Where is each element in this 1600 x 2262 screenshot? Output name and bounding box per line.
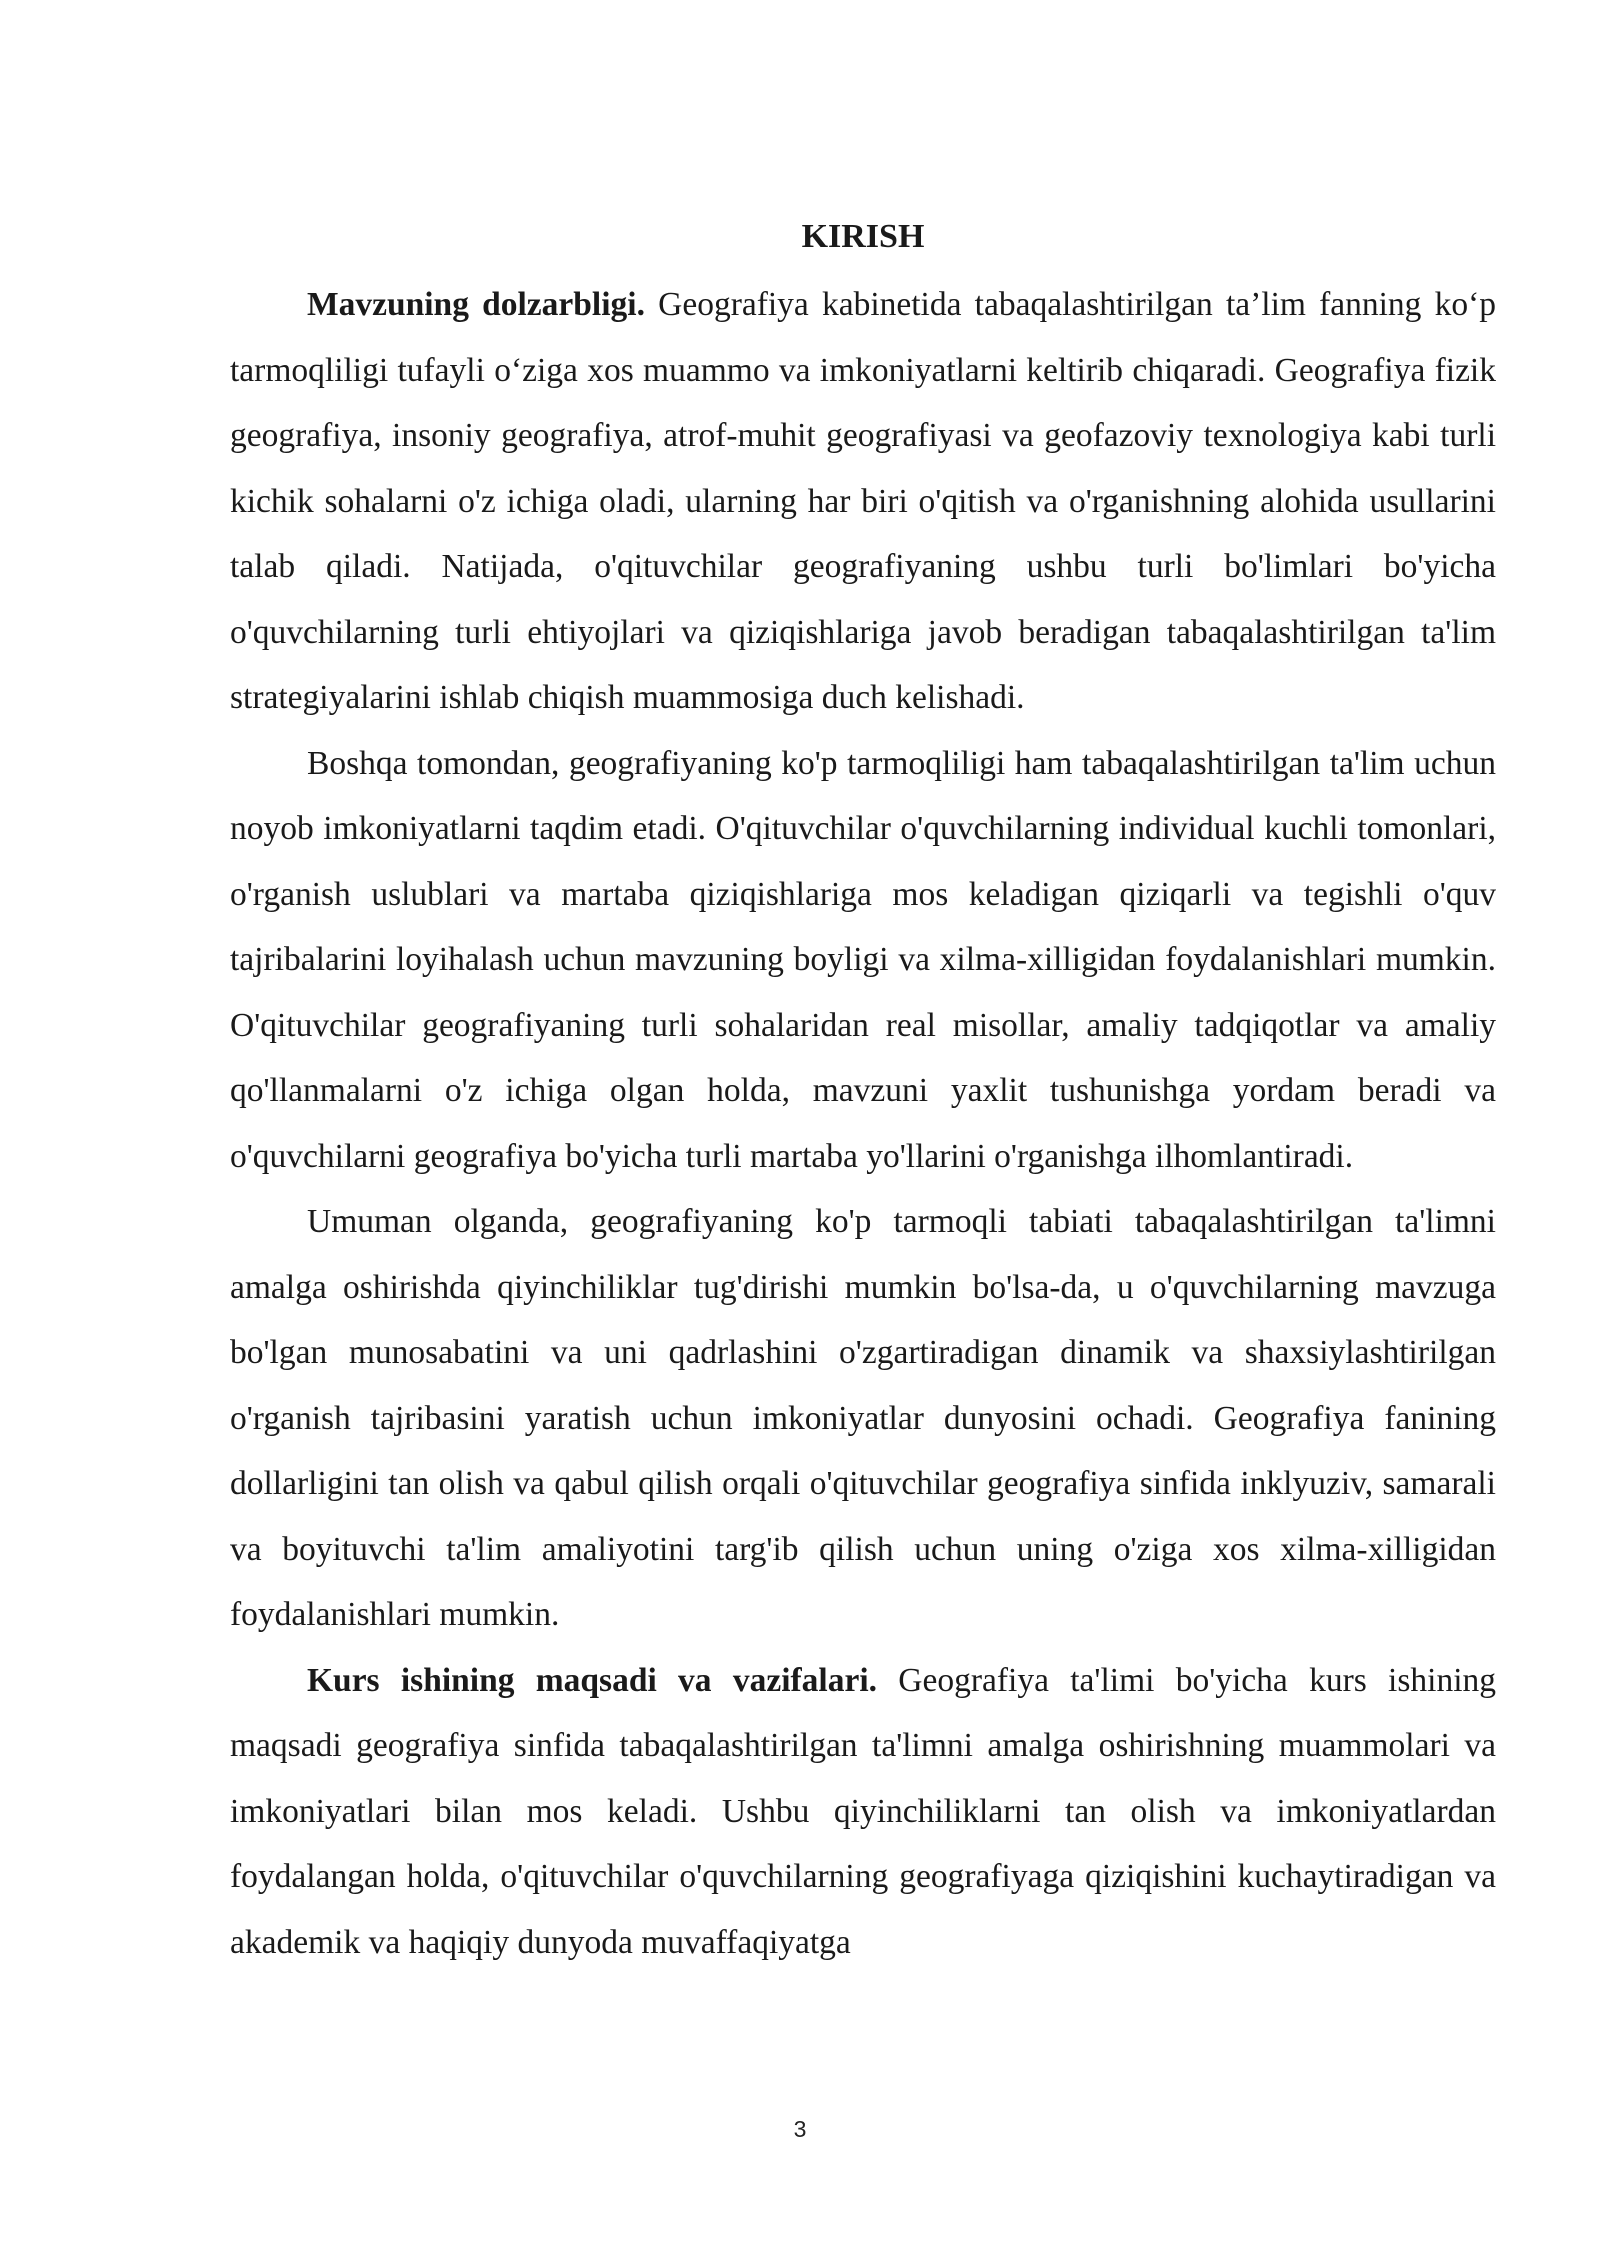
page-number: 3 [793,2116,807,2142]
paragraph-text: Geografiya kabinetida tabaqalashtirilgan ta’lim fanning ko‘p tarmoqliligi tufayli o‘ziga xos muammo va imkoniyatlarni keltirib chiqaradi. Geografiya fizik geografiya, insoniy geografiya, atrof-muhit geografiyasi va geofazoviy texnologiya kabi turli kichik sohalarni o'z ichiga oladi, ularning har biri o'qitish va o'rganishning alohida usullarini talab qiladi. Natijada, o'qituvchilar geografiyaning ushbu turli bo'limlari bo'yicha o'quvchilarning turli ehtiyojlari va qiziqishlariga javob beradigan tabaqalashtirilgan ta'lim strategiyalarini ishlab chiqish muammosiga duch kelishadi. [230,286,1497,716]
paragraph-relevance [230,272,1496,731]
paragraph-opportunities [230,731,1496,1190]
body-text [230,272,1496,1975]
paragraph-text: Umuman olganda, geografiyaning ko'p tarmoqli tabiati tabaqalashtirilgan ta'limni amalga oshirishda qiyinchiliklar tug'dirishi mumkin bo'lsa-da, u o'quvchilarning mavzuga bo'lgan munosabatini va uni qadrlashini o'zgartiradigan dinamik va shaxsiylashtirilgan o'rganish tajribasini yaratish uchun imkoniyatlar dunyosini ochadi. Geografiya fanining dollarligini tan olish va qabul qilish orqali o'qituvchilar geografiya sinfida inklyuziv, samarali va boyituvchi ta'lim amaliyotini targ'ib qilish uchun uning o'ziga xos xilma-xilligidan foydalanishlari mumkin. [230,1203,1496,1633]
paragraph-course-goals [230,1648,1496,1976]
paragraph-text: Geografiya ta'limi bo'yicha kurs ishining maqsadi geografiya sinfida tabaqalashtirilgan ta'limni amalga oshirishning muammolari va imkoniyatlari bilan mos keladi. Ushbu qiyinchiliklarni tan olish va imkoniyatlardan foydalangan holda, o'qituvchilar o'quvchilarning geografiyaga qiziqishini kuchaytiradigan va akademik va haqiqiy dunyoda muvaffaqiyatga [230,1661,1496,1961]
page-title: KIRISH [801,218,925,255]
paragraph-text: Boshqa tomondan, geografiyaning ko'p tarmoqliligi ham tabaqalashtirilgan ta'lim uchun noyob imkoniyatlarni taqdim etadi. O'qituvchilar o'quvchilarning individual kuchli tomonlari, o'rganish uslublari va martaba qiziqishlariga mos keladigan qiziqarli va tegishli o'quv tajribalarini loyihalash uchun mavzuning boyligi va xilma-xilligidan foydalanishlari mumkin. O'qituvchilar geografiyaning turli sohalaridan real misollar, amaliy tadqiqotlar va amaliy qo'llanmalarni o'z ichiga olgan holda, mavzuni yaxlit tushunishga yordam beradi va o'quvchilarni geografiya bo'yicha turli martaba yo'llarini o'rganishga ilhomlantiradi. [230,744,1496,1175]
paragraph-summary [230,1189,1496,1648]
paragraph-heading-course-goals: Kurs ishining maqsadi va vazifalari. [307,1661,878,1699]
paragraph-heading-relevance: Mavzuning dolzarbligi. [307,286,645,323]
